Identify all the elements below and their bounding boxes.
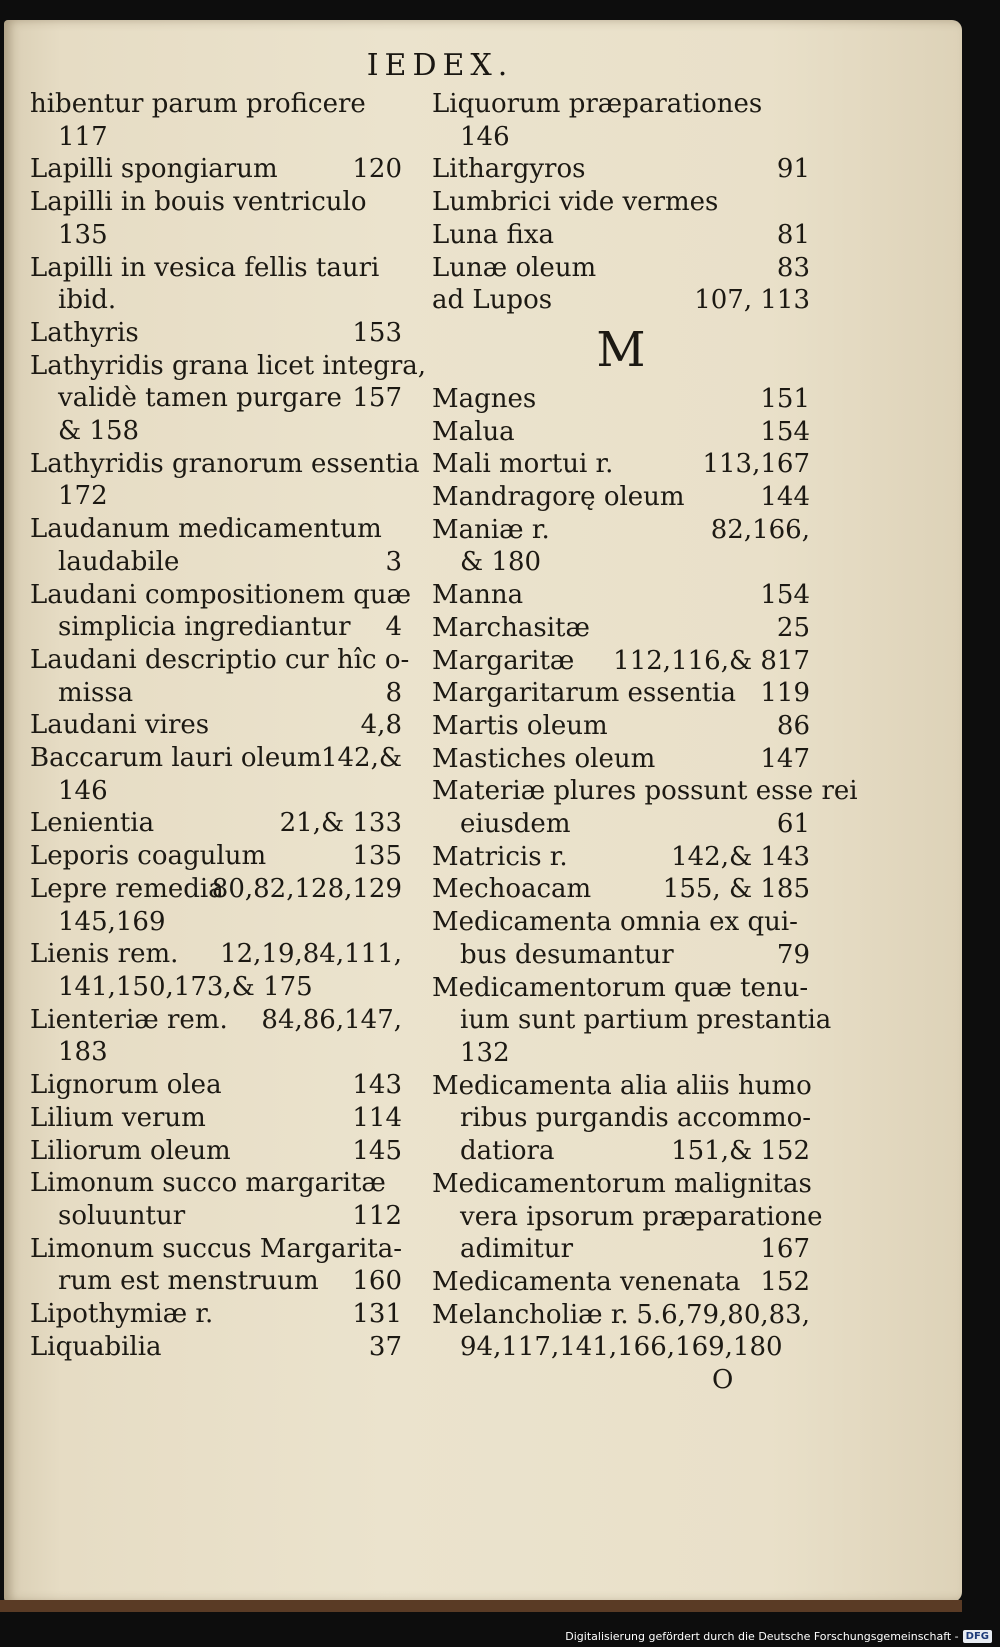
entry-text-line: Medicamenta alia aliis humo <box>432 1070 812 1101</box>
entry-page-refs: 81 <box>776 219 810 250</box>
entry-text-line: ium sunt partium prestantia <box>460 1005 832 1036</box>
entry-page-refs: 151,& 152 <box>671 1136 810 1167</box>
index-entry <box>30 153 402 186</box>
entry-text-line: ribus purgandis accommo- <box>460 1103 812 1134</box>
entry-page-refs: 21,& 133 <box>279 808 402 839</box>
index-entry <box>432 416 810 449</box>
index-entry <box>432 1299 810 1332</box>
index-entry <box>432 677 810 710</box>
index-entry <box>30 1036 402 1069</box>
entry-text-line: datiora <box>460 1136 555 1167</box>
entry-text-line: Lapilli in bouis ventriculo <box>30 187 367 218</box>
index-entry <box>432 873 810 906</box>
entry-page-refs: 152 <box>760 1266 810 1297</box>
entry-text-line: validè tamen purgare <box>58 383 342 414</box>
entry-text-line: 183 <box>58 1037 108 1068</box>
entry-text-line: Medicamenta omnia ex qui- <box>432 907 798 938</box>
index-entry <box>30 1298 402 1331</box>
entry-text-line: Lienis rem. <box>30 939 179 970</box>
entry-text-line: Lathyris <box>30 317 139 348</box>
catchword: O <box>712 1365 734 1395</box>
entry-text-line: Margaritæ <box>432 645 575 676</box>
entry-text-line: Margaritarum essentia <box>432 678 736 709</box>
index-entry <box>30 840 402 873</box>
index-entry <box>432 710 810 743</box>
entry-text-line: Luna fixa <box>432 219 555 250</box>
footer-bar <box>565 1627 992 1645</box>
entry-text-line: Lignorum olea <box>30 1070 222 1101</box>
entry-page-refs: 167 <box>760 1234 810 1265</box>
entry-text-line: laudabile <box>58 546 180 577</box>
index-entry <box>432 1168 823 1266</box>
entry-page-refs: 151 <box>760 383 810 414</box>
entry-text-line: Materiæ plures possunt esse rei <box>432 776 858 807</box>
index-entry <box>30 873 402 906</box>
index-column-left <box>30 88 427 1363</box>
entry-page-refs: 82,166, <box>710 514 810 545</box>
index-entry <box>30 448 420 513</box>
entry-page-refs: 107, 113 <box>694 285 810 316</box>
index-entry <box>432 1331 810 1364</box>
entry-page-refs: 79 <box>776 939 810 970</box>
index-entry <box>432 448 810 481</box>
entry-page-refs: 112 <box>352 1200 402 1231</box>
entry-text-line: Medicamentorum malignitas <box>432 1168 812 1199</box>
entry-text-line: Matricis r. <box>432 841 568 872</box>
entry-page-refs: 155, & 185 <box>662 874 810 905</box>
entry-page-refs: 154 <box>760 580 810 611</box>
entry-text-line: Laudani vires <box>30 710 210 741</box>
entry-text-line: 146 <box>58 775 108 806</box>
entry-page-refs: 5.6,79,80,83, <box>636 1299 810 1330</box>
entry-text-line: bus desumantur <box>460 939 674 970</box>
index-entry <box>30 415 402 448</box>
page-bottom-edge <box>0 1600 962 1612</box>
index-entry <box>432 1070 810 1168</box>
entry-text-line: 135 <box>58 219 108 250</box>
index-entry <box>30 1331 402 1364</box>
entry-page-refs: 3 <box>385 546 402 577</box>
entry-page-refs: 25 <box>776 612 810 643</box>
entry-text-line: ad Lupos <box>432 285 553 316</box>
entry-page-refs: 12,19,84,111, <box>220 939 402 970</box>
index-entry <box>30 807 402 840</box>
entry-text-line: Mali mortui r. <box>432 449 614 480</box>
entry-text-line: Lepre remedia <box>30 873 224 904</box>
entry-page-refs: 113,167 <box>702 449 810 480</box>
index-column-right <box>432 88 858 1364</box>
entry-text-line: 145,169 <box>58 906 166 937</box>
index-entry <box>30 906 402 939</box>
index-entry <box>30 186 402 251</box>
index-entry <box>432 1266 810 1299</box>
entry-page-refs: 119 <box>760 678 810 709</box>
entry-page-refs: 160 <box>352 1266 402 1297</box>
entry-text-line: Liquorum præparationes <box>432 89 763 119</box>
entry-text-line: Limonum succo margaritæ <box>30 1168 386 1199</box>
index-entry <box>432 219 810 252</box>
entry-page-refs: 83 <box>776 252 810 283</box>
entry-text-line: Mastiches oleum <box>432 743 656 774</box>
entry-text-line: Lapilli spongiarum <box>30 154 278 185</box>
section-letter: M <box>596 321 646 378</box>
entry-text-line: Lumbrici vide vermes <box>432 187 719 218</box>
entry-page-refs: 80,82,128,129 <box>211 873 402 904</box>
index-entry <box>30 1233 402 1298</box>
entry-text-line: Lenientia <box>30 808 155 839</box>
entry-page-refs: 8 <box>385 677 402 708</box>
entry-text-line: ibid. <box>58 285 117 316</box>
index-entry <box>432 972 832 1070</box>
index-entry <box>30 742 402 775</box>
entry-text-line: 117 <box>58 121 108 152</box>
index-entry <box>30 644 410 709</box>
entry-text-line: missa <box>58 677 134 708</box>
index-entry <box>432 88 810 153</box>
entry-text-line: soluuntur <box>58 1200 186 1231</box>
index-entry <box>30 513 402 578</box>
entry-text-line: Lathyridis granorum essentia <box>30 448 420 479</box>
entry-page-refs: 86 <box>776 710 810 741</box>
entry-text-line: Lathyridis grana licet integra, <box>30 350 427 381</box>
entry-page-refs: 142,& 143 <box>671 841 810 872</box>
dfg-logo: DFG <box>963 1630 992 1643</box>
index-entry <box>30 317 402 350</box>
entry-text-line: hibentur parum proficere <box>30 89 366 119</box>
footer-text: Digitalisierung gefördert durch die Deutsche Forschungsgemeinschaft - <box>565 1629 959 1643</box>
entry-text-line: simplicia ingrediantur <box>58 612 351 643</box>
entry-text-line: Lunæ oleum <box>432 252 597 283</box>
entry-text-line: Baccarum lauri oleum <box>30 743 322 774</box>
index-entry <box>30 1069 402 1102</box>
entry-page-refs: 142,& <box>320 743 402 774</box>
entry-page-refs: 4 <box>385 612 402 643</box>
entry-page-refs: 157 <box>352 383 402 414</box>
index-entry <box>30 252 402 317</box>
entry-page-refs: 145 <box>352 1135 402 1166</box>
entry-text-line: Mandragorę oleum <box>432 482 685 513</box>
entry-page-refs: 91 <box>776 154 810 185</box>
entry-text-line: Medicamenta venenata <box>432 1266 741 1297</box>
entry-page-refs: 143 <box>352 1070 402 1101</box>
entry-text-line: 132 <box>460 1037 510 1068</box>
index-entry <box>30 121 402 154</box>
index-entry <box>432 481 810 514</box>
entry-text-line: Lithargyros <box>432 154 586 185</box>
entry-text-line: eiusdem <box>460 809 571 840</box>
entry-page-refs: 153 <box>352 317 402 348</box>
entry-page-refs: 147 <box>760 743 810 774</box>
index-entry <box>432 743 810 776</box>
entry-text-line: & 180 <box>460 547 542 578</box>
entry-text-line: Lipothymiæ r. <box>30 1299 214 1330</box>
entry-text-line: Laudani descriptio cur hîc o- <box>30 644 410 675</box>
entry-text-line: vera ipsorum præparatione <box>460 1201 823 1232</box>
entry-page-refs: 112,116,& 817 <box>613 645 810 676</box>
entry-text-line: Manna <box>432 580 524 611</box>
entry-page-refs: 135 <box>352 841 402 872</box>
index-entry <box>432 514 810 547</box>
entry-page-refs: 114 <box>352 1102 402 1133</box>
entry-text-line: Lienteriæ rem. <box>30 1004 228 1035</box>
entry-text-line: rum est menstruum <box>58 1266 319 1297</box>
entry-text-line: Malua <box>432 416 515 447</box>
entry-text-line: & 158 <box>58 416 140 447</box>
entry-text-line: 94,117,141,166,169,180 <box>460 1332 783 1363</box>
entry-page-refs: 120 <box>352 154 402 185</box>
entry-text-line: Marchasitæ <box>432 612 590 643</box>
entry-text-line: 146 <box>460 121 510 152</box>
index-entry <box>30 1135 402 1168</box>
index-entry <box>30 1167 402 1232</box>
entry-text-line: Lapilli in vesica fellis tauri <box>30 252 380 283</box>
entry-text-line: Melancholiæ r. <box>432 1299 629 1330</box>
index-entry <box>432 612 810 645</box>
entry-text-line: adimitur <box>460 1234 574 1265</box>
entry-text-line: Medicamentorum quæ tenu- <box>432 972 809 1003</box>
entry-text-line: Lilium verum <box>30 1102 206 1133</box>
entry-text-line: Martis oleum <box>432 710 608 741</box>
entry-page-refs: 37 <box>368 1331 402 1362</box>
index-entry <box>432 284 810 317</box>
entry-text-line: Maniæ r. <box>432 514 550 545</box>
index-entry <box>30 775 402 808</box>
entry-text-line: Laudanum medicamentum <box>30 514 382 545</box>
entry-text-line: Liliorum oleum <box>30 1135 231 1166</box>
entry-text-line: Leporis coagulum <box>30 841 267 872</box>
page-heading: IEDEX. <box>366 48 514 83</box>
index-entry <box>30 350 427 415</box>
entry-text-line: 172 <box>58 481 108 512</box>
index-entry <box>30 1102 402 1135</box>
entry-text-line: Liquabilia <box>30 1331 162 1362</box>
index-entry <box>432 153 810 186</box>
entry-page-refs: 154 <box>760 416 810 447</box>
entry-text-line: 141,150,173,& 175 <box>58 971 313 1002</box>
index-entry <box>432 383 810 416</box>
entry-page-refs: 131 <box>352 1299 402 1330</box>
index-entry <box>30 709 402 742</box>
entry-page-refs: 61 <box>776 809 810 840</box>
index-entry <box>30 579 412 644</box>
index-entry <box>30 88 402 121</box>
index-entry <box>432 906 810 971</box>
entry-page-refs: 84,86,147, <box>261 1004 402 1035</box>
entry-page-refs: 4,8 <box>360 710 402 741</box>
index-entry <box>432 841 810 874</box>
index-entry <box>432 252 810 285</box>
index-entry <box>30 971 402 1004</box>
index-entry <box>30 938 402 971</box>
index-entry <box>30 1004 402 1037</box>
entry-text-line: Limonum succus Margarita- <box>30 1233 403 1264</box>
index-entry <box>432 186 810 219</box>
entry-text-line: Mechoacam <box>432 874 592 905</box>
index-entry <box>432 579 810 612</box>
index-entry <box>432 775 858 840</box>
entry-text-line: Magnes <box>432 383 537 414</box>
index-entry <box>432 645 810 678</box>
entry-text-line: Laudani compositionem quæ <box>30 579 412 610</box>
index-entry <box>432 546 810 579</box>
entry-page-refs: 144 <box>760 482 810 513</box>
